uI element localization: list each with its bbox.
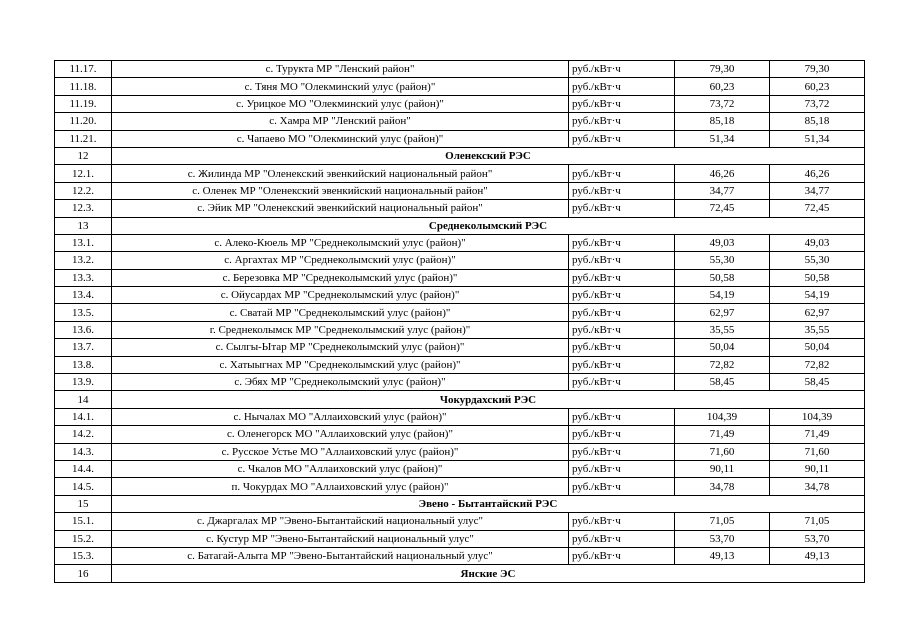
unit-cell: руб./кВт·ч — [569, 234, 675, 251]
row-number: 14.5. — [55, 478, 112, 495]
section-title: Оленекский РЭС — [112, 147, 865, 164]
tariff-value-2: 71,60 — [770, 443, 865, 460]
tariff-value-1: 79,30 — [675, 61, 770, 78]
tariff-table — [54, 60, 865, 583]
tariff-value-2: 72,82 — [770, 356, 865, 373]
settlement-name: г. Среднеколымск МР "Среднеколымский улус (район)" — [112, 321, 569, 338]
tariff-value-1: 34,78 — [675, 478, 770, 495]
settlement-name: с. Алеко-Кюель МР "Среднеколымский улус (район)" — [112, 234, 569, 251]
settlement-name: с. Русское Устье МО "Аллаиховский улус (район)" — [112, 443, 569, 460]
unit-cell: руб./кВт·ч — [569, 460, 675, 477]
row-number: 13.3. — [55, 269, 112, 286]
tariff-value-1: 72,82 — [675, 356, 770, 373]
tariff-value-1: 85,18 — [675, 113, 770, 130]
tariff-value-2: 50,04 — [770, 339, 865, 356]
tariff-value-1: 60,23 — [675, 78, 770, 95]
table-row — [55, 460, 865, 477]
settlement-name: с. Чкалов МО "Аллаиховский улус (район)" — [112, 460, 569, 477]
tariff-value-1: 71,60 — [675, 443, 770, 460]
tariff-value-1: 71,49 — [675, 426, 770, 443]
tariff-value-2: 73,72 — [770, 95, 865, 112]
table-row — [55, 408, 865, 425]
settlement-name: с. Турукта МР "Ленский район" — [112, 61, 569, 78]
unit-cell: руб./кВт·ч — [569, 200, 675, 217]
row-number: 13.9. — [55, 374, 112, 391]
unit-cell: руб./кВт·ч — [569, 61, 675, 78]
unit-cell: руб./кВт·ч — [569, 547, 675, 564]
table-row — [55, 356, 865, 373]
tariff-value-1: 90,11 — [675, 460, 770, 477]
tariff-value-1: 55,30 — [675, 252, 770, 269]
tariff-value-2: 72,45 — [770, 200, 865, 217]
row-number: 13.1. — [55, 234, 112, 251]
tariff-value-1: 62,97 — [675, 304, 770, 321]
table-row — [55, 547, 865, 564]
table-row — [55, 234, 865, 251]
tariff-value-1: 58,45 — [675, 374, 770, 391]
section-number: 15 — [55, 495, 112, 512]
unit-cell: руб./кВт·ч — [569, 95, 675, 112]
table-row — [55, 165, 865, 182]
row-number: 13.2. — [55, 252, 112, 269]
row-number: 15.1. — [55, 513, 112, 530]
row-number: 13.7. — [55, 339, 112, 356]
unit-cell: руб./кВт·ч — [569, 530, 675, 547]
unit-cell: руб./кВт·ч — [569, 478, 675, 495]
tariff-value-2: 62,97 — [770, 304, 865, 321]
section-title: Эвено - Бытантайский РЭС — [112, 495, 865, 512]
tariff-value-2: 79,30 — [770, 61, 865, 78]
tariff-value-1: 34,77 — [675, 182, 770, 199]
table-row — [55, 304, 865, 321]
row-number: 12.3. — [55, 200, 112, 217]
tariff-value-2: 53,70 — [770, 530, 865, 547]
section-row — [55, 147, 865, 164]
settlement-name: с. Кустур МР "Эвено-Бытантайский национальный улус" — [112, 530, 569, 547]
unit-cell: руб./кВт·ч — [569, 339, 675, 356]
section-title: Среднеколымский РЭС — [112, 217, 865, 234]
row-number: 15.2. — [55, 530, 112, 547]
table-row — [55, 113, 865, 130]
row-number: 12.1. — [55, 165, 112, 182]
table-row — [55, 530, 865, 547]
table-row — [55, 269, 865, 286]
table-row — [55, 339, 865, 356]
section-row — [55, 495, 865, 512]
settlement-name: с. Эйик МР "Оленекский эвенкийский национальный район" — [112, 200, 569, 217]
unit-cell: руб./кВт·ч — [569, 113, 675, 130]
row-number: 13.6. — [55, 321, 112, 338]
tariff-value-2: 71,05 — [770, 513, 865, 530]
settlement-name: с. Аргахтах МР "Среднеколымский улус (район)" — [112, 252, 569, 269]
row-number: 14.3. — [55, 443, 112, 460]
tariff-value-2: 54,19 — [770, 287, 865, 304]
row-number: 11.20. — [55, 113, 112, 130]
tariff-value-2: 35,55 — [770, 321, 865, 338]
table-row — [55, 78, 865, 95]
tariff-value-2: 50,58 — [770, 269, 865, 286]
settlement-name: п. Чокурдах МО "Аллаиховский улус (район)" — [112, 478, 569, 495]
table-row — [55, 374, 865, 391]
row-number: 13.5. — [55, 304, 112, 321]
settlement-name: с. Урицкое МО "Олекминский улус (район)" — [112, 95, 569, 112]
unit-cell: руб./кВт·ч — [569, 182, 675, 199]
unit-cell: руб./кВт·ч — [569, 269, 675, 286]
settlement-name: с. Хатыыгнах МР "Среднеколымский улус (район)" — [112, 356, 569, 373]
settlement-name: с. Оленегорск МО "Аллаиховский улус (район)" — [112, 426, 569, 443]
unit-cell: руб./кВт·ч — [569, 374, 675, 391]
table-row — [55, 61, 865, 78]
tariff-value-2: 55,30 — [770, 252, 865, 269]
row-number: 15.3. — [55, 547, 112, 564]
tariff-value-2: 49,13 — [770, 547, 865, 564]
unit-cell: руб./кВт·ч — [569, 408, 675, 425]
section-row — [55, 391, 865, 408]
section-number: 16 — [55, 565, 112, 582]
tariff-value-1: 53,70 — [675, 530, 770, 547]
settlement-name: с. Сватай МР "Среднеколымский улус (район)" — [112, 304, 569, 321]
table-row — [55, 321, 865, 338]
tariff-value-1: 49,03 — [675, 234, 770, 251]
table-row — [55, 130, 865, 147]
row-number: 11.17. — [55, 61, 112, 78]
settlement-name: с. Хамра МР "Ленский район" — [112, 113, 569, 130]
settlement-name: с. Березовка МР "Среднеколымский улус (район)" — [112, 269, 569, 286]
row-number: 14.1. — [55, 408, 112, 425]
tariff-value-2: 90,11 — [770, 460, 865, 477]
unit-cell: руб./кВт·ч — [569, 78, 675, 95]
table-row — [55, 287, 865, 304]
tariff-value-1: 54,19 — [675, 287, 770, 304]
tariff-value-1: 104,39 — [675, 408, 770, 425]
tariff-value-2: 58,45 — [770, 374, 865, 391]
section-row — [55, 217, 865, 234]
table-row — [55, 182, 865, 199]
section-title: Чокурдахский РЭС — [112, 391, 865, 408]
unit-cell: руб./кВт·ч — [569, 321, 675, 338]
tariff-value-1: 35,55 — [675, 321, 770, 338]
settlement-name: с. Тяня МО "Олекминский улус (район)" — [112, 78, 569, 95]
table-row — [55, 478, 865, 495]
tariff-value-1: 50,58 — [675, 269, 770, 286]
table-row — [55, 443, 865, 460]
unit-cell: руб./кВт·ч — [569, 513, 675, 530]
table-row — [55, 252, 865, 269]
settlement-name: с. Чапаево МО "Олекминский улус (район)" — [112, 130, 569, 147]
section-number: 12 — [55, 147, 112, 164]
section-title: Янские ЭС — [112, 565, 865, 582]
settlement-name: с. Батагай-Алыта МР "Эвено-Бытантайский национальный улус" — [112, 547, 569, 564]
row-number: 11.19. — [55, 95, 112, 112]
tariff-value-2: 51,34 — [770, 130, 865, 147]
settlement-name: с. Нычалах МО "Аллаиховский улус (район)" — [112, 408, 569, 425]
unit-cell: руб./кВт·ч — [569, 252, 675, 269]
settlement-name: с. Ойусардах МР "Среднеколымский улус (район)" — [112, 287, 569, 304]
tariff-value-2: 34,78 — [770, 478, 865, 495]
tariff-value-1: 50,04 — [675, 339, 770, 356]
tariff-value-1: 73,72 — [675, 95, 770, 112]
tariff-value-2: 104,39 — [770, 408, 865, 425]
tariff-value-1: 51,34 — [675, 130, 770, 147]
tariff-value-1: 71,05 — [675, 513, 770, 530]
settlement-name: с. Сылгы-Ытар МР "Среднеколымский улус (район)" — [112, 339, 569, 356]
settlement-name: с. Эбях МР "Среднеколымский улус (район)" — [112, 374, 569, 391]
tariff-value-1: 46,26 — [675, 165, 770, 182]
row-number: 13.8. — [55, 356, 112, 373]
unit-cell: руб./кВт·ч — [569, 443, 675, 460]
table-row — [55, 95, 865, 112]
section-number: 14 — [55, 391, 112, 408]
tariff-value-2: 34,77 — [770, 182, 865, 199]
tariff-value-2: 60,23 — [770, 78, 865, 95]
row-number: 11.21. — [55, 130, 112, 147]
table-row — [55, 513, 865, 530]
tariff-value-1: 72,45 — [675, 200, 770, 217]
tariff-value-2: 49,03 — [770, 234, 865, 251]
tariff-value-2: 71,49 — [770, 426, 865, 443]
tariff-value-2: 46,26 — [770, 165, 865, 182]
row-number: 11.18. — [55, 78, 112, 95]
table-row — [55, 200, 865, 217]
unit-cell: руб./кВт·ч — [569, 426, 675, 443]
unit-cell: руб./кВт·ч — [569, 356, 675, 373]
settlement-name: с. Жилинда МР "Оленекский эвенкийский национальный район" — [112, 165, 569, 182]
row-number: 14.2. — [55, 426, 112, 443]
table-row — [55, 426, 865, 443]
tariff-table-body — [55, 61, 865, 583]
unit-cell: руб./кВт·ч — [569, 287, 675, 304]
unit-cell: руб./кВт·ч — [569, 165, 675, 182]
section-row — [55, 565, 865, 582]
row-number: 13.4. — [55, 287, 112, 304]
unit-cell: руб./кВт·ч — [569, 130, 675, 147]
tariff-value-1: 49,13 — [675, 547, 770, 564]
tariff-value-2: 85,18 — [770, 113, 865, 130]
row-number: 14.4. — [55, 460, 112, 477]
unit-cell: руб./кВт·ч — [569, 304, 675, 321]
section-number: 13 — [55, 217, 112, 234]
settlement-name: с. Оленек МР "Оленекский эвенкийский национальный район" — [112, 182, 569, 199]
settlement-name: с. Джаргалах МР "Эвено-Бытантайский национальный улус" — [112, 513, 569, 530]
row-number: 12.2. — [55, 182, 112, 199]
